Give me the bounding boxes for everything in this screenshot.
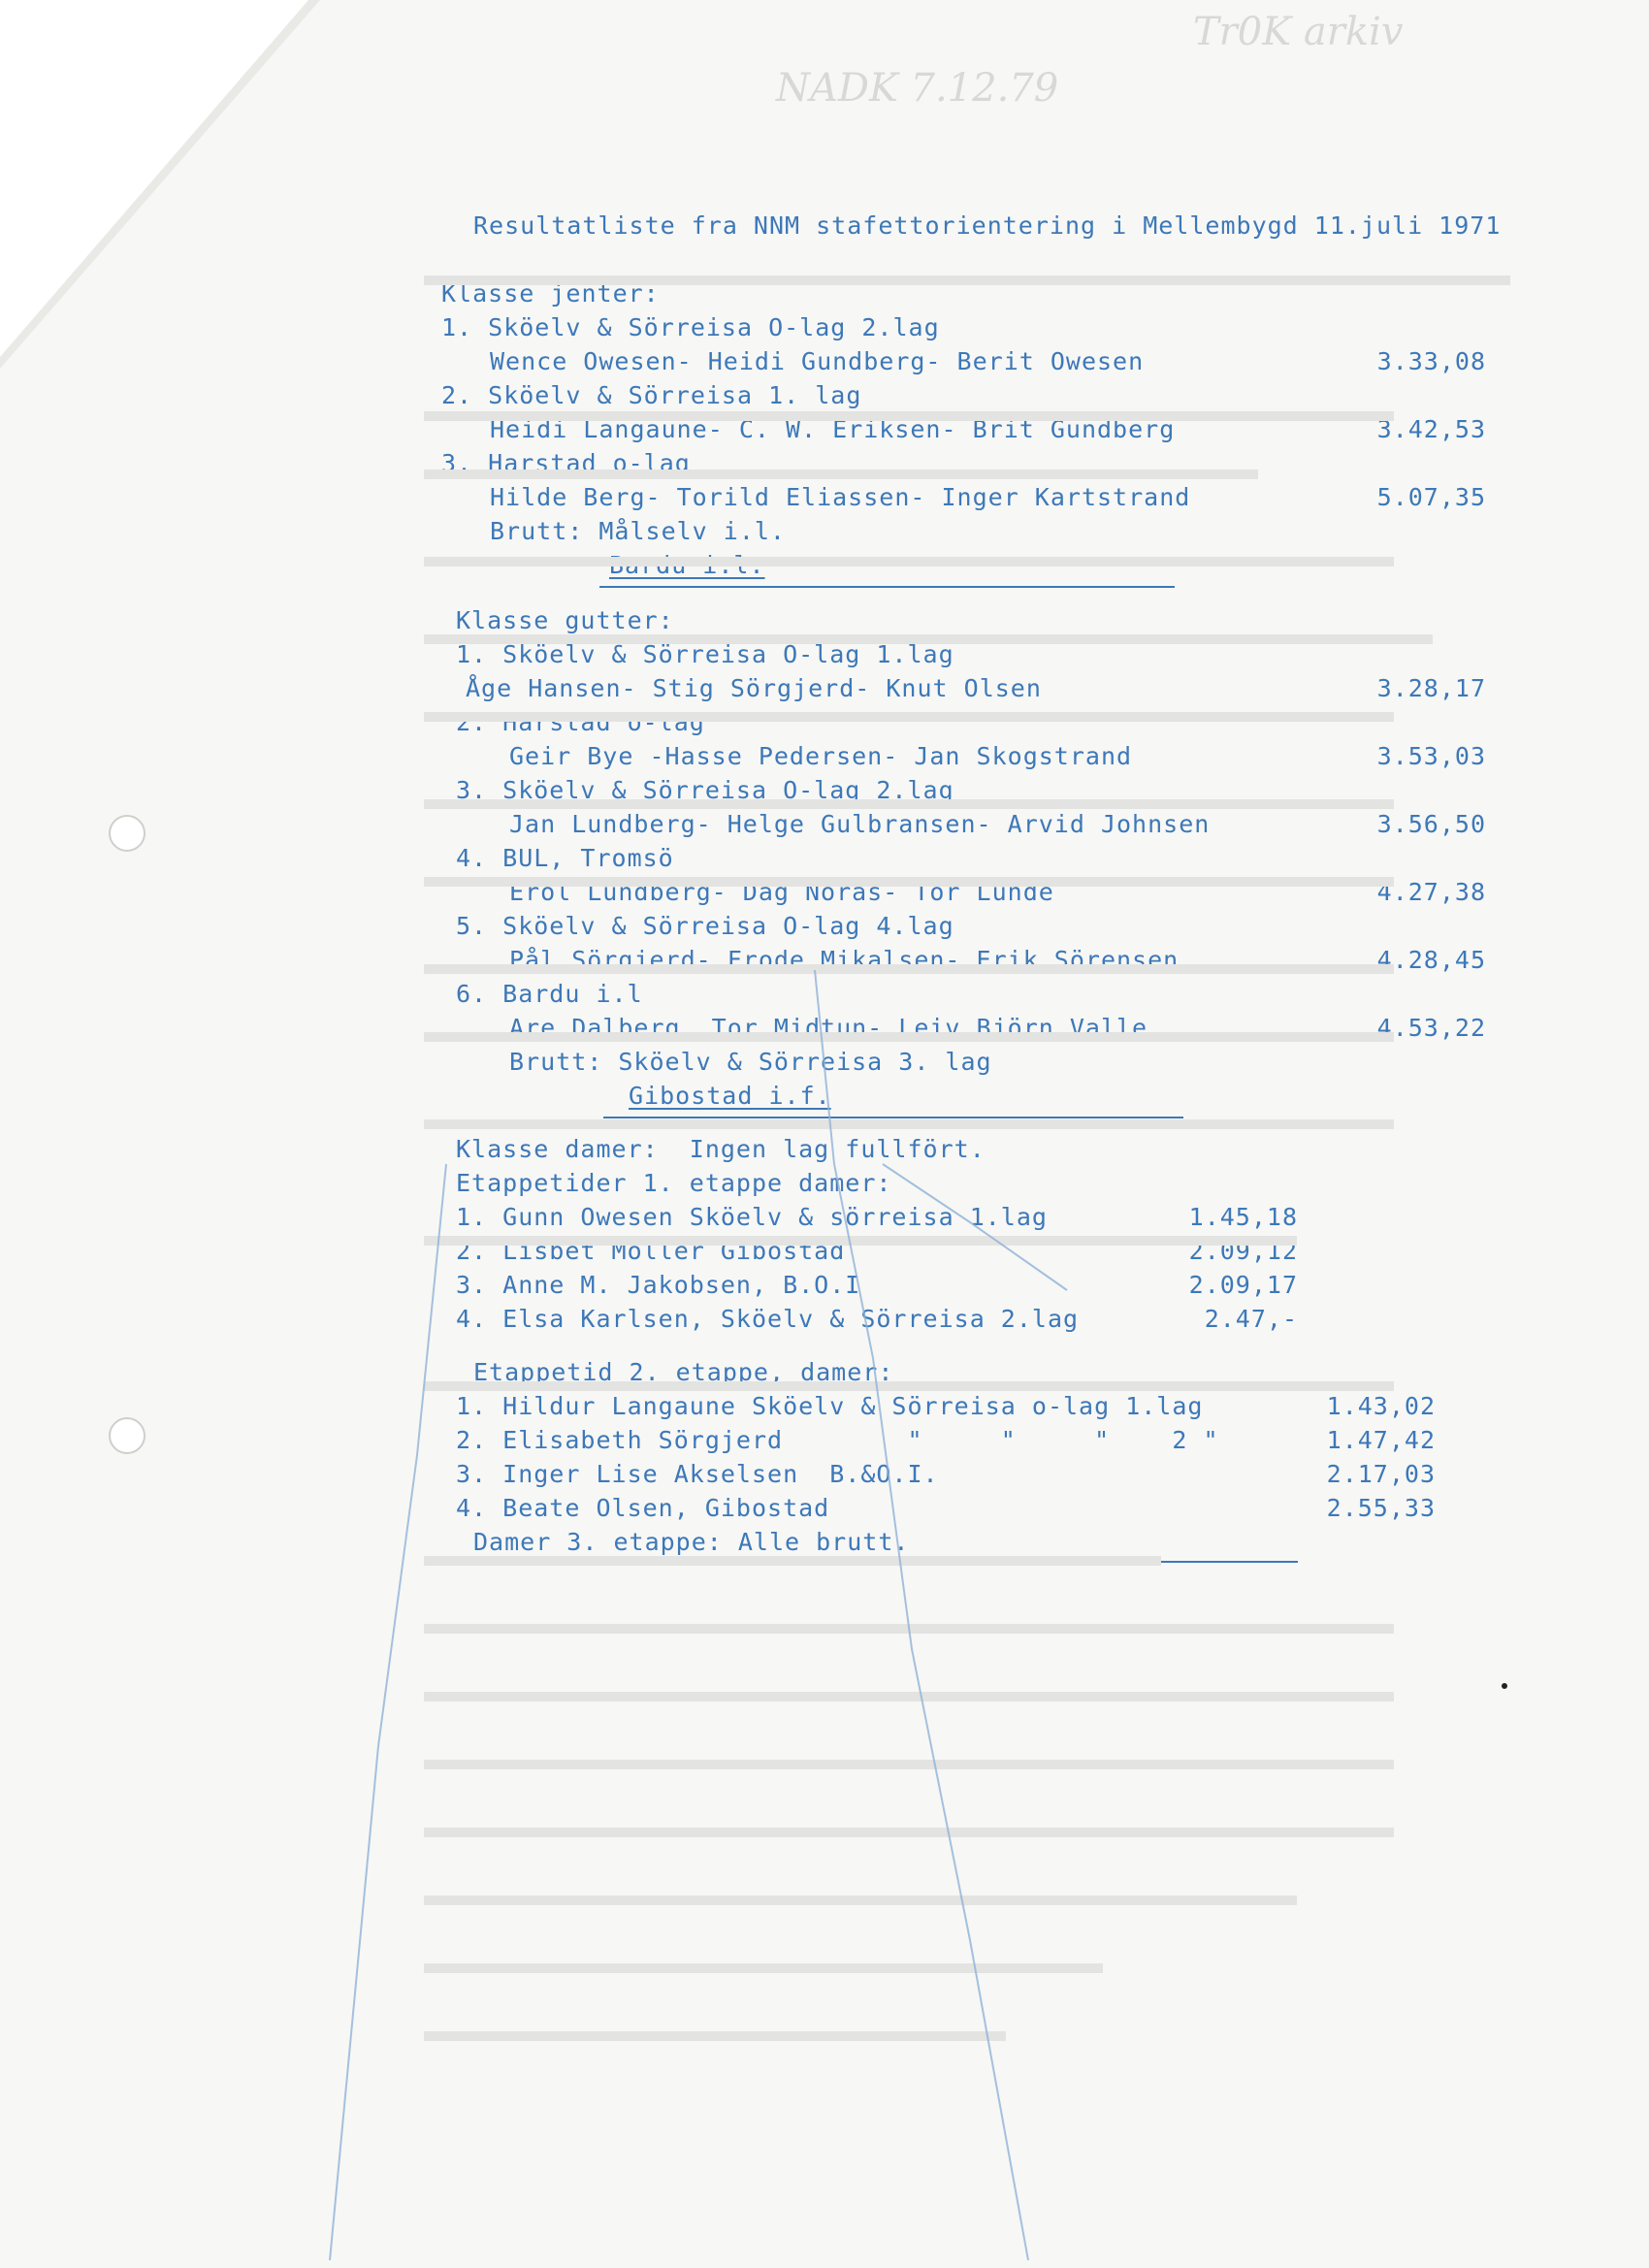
dnf-line: Bardu i.l. [609, 551, 765, 579]
punch-hole [109, 1417, 146, 1454]
runners-line: Jan Lundberg- Helge Gulbransen- Arvid Johnsen [509, 810, 1211, 838]
result-time: 3.53,03 [1376, 742, 1486, 770]
result-time: 4.53,22 [1376, 1014, 1486, 1042]
result-time: 3.33,08 [1376, 347, 1486, 375]
stage-time: 1.43,02 [1326, 1392, 1436, 1420]
team-line: 2. Harstad o-lag [456, 708, 705, 736]
result-time: 3.42,53 [1376, 415, 1486, 443]
team-line: 1. Sköelv & Sörreisa O-lag 2.lag [441, 313, 940, 341]
dnf-line: Brutt: Sköelv & Sörreisa 3. lag [509, 1048, 992, 1076]
result-time: 3.56,50 [1376, 810, 1486, 838]
stage-time: 2.09,17 [1188, 1271, 1298, 1299]
stage-line: 4. Beate Olsen, Gibostad [456, 1494, 830, 1522]
result-time: 5.07,35 [1376, 483, 1486, 511]
class-header-jenter: Klasse jenter: [441, 279, 660, 308]
stage-line: 2. Elisabeth Sörgjerd " " " 2 " [456, 1426, 1219, 1454]
pencil-note-archive: Tr0K arkiv [1193, 10, 1404, 54]
team-line: 2. Sköelv & Sörreisa 1. lag [441, 381, 862, 409]
stage-line: 1. Gunn Owesen Sköelv & sörreisa 1.lag [456, 1203, 1048, 1231]
team-line: 3. Sköelv & Sörreisa O-lag 2.lag [456, 776, 954, 804]
result-time: 4.27,38 [1376, 878, 1486, 906]
class-header-damer: Klasse damer: Ingen lag fullfört. [456, 1135, 986, 1163]
runners-line: Erol Lundberg- Dag Norås- Tor Lunde [509, 878, 1054, 906]
team-line: 3. Harstad o-lag [441, 449, 691, 477]
class-header-gutter: Klasse gutter: [456, 606, 674, 634]
runners-line: Geir Bye -Hasse Pedersen- Jan Skogstrand [509, 742, 1133, 770]
runners-line: Are Dalberg, Tor Midtun- Leiv Björn Valle [509, 1014, 1148, 1042]
stage-time: 1.45,18 [1188, 1203, 1298, 1231]
stage-time: 2.47,- [1204, 1305, 1298, 1333]
team-line: 1. Sköelv & Sörreisa O-lag 1.lag [456, 640, 954, 668]
stage-header: Etappetid 2. etappe, damer: [473, 1358, 894, 1386]
runners-line: Heidi Langaune- C. W. Eriksen- Brit Gundberg [490, 415, 1176, 443]
runners-line: Åge Hansen- Stig Sörgjerd- Knut Olsen [466, 674, 1042, 702]
stage-line: 4. Elsa Karlsen, Sköelv & Sörreisa 2.lag [456, 1305, 1080, 1333]
runners-line: Wence Owesen- Heidi Gundberg- Berit Owesen [490, 347, 1145, 375]
stage-line: 3. Inger Lise Akselsen B.&O.I. [456, 1460, 939, 1488]
result-time: 3.28,17 [1376, 674, 1486, 702]
stage-time: 2.09,12 [1188, 1237, 1298, 1265]
runners-line: Hilde Berg- Torild Eliassen- Inger Kartstrand [490, 483, 1191, 511]
dnf-line: Brutt: Målselv i.l. [490, 517, 786, 545]
team-line: 5. Sköelv & Sörreisa O-lag 4.lag [456, 912, 954, 940]
stage-line: 3. Anne M. Jakobsen, B.O.I [456, 1271, 861, 1299]
stage-time: 2.55,33 [1326, 1494, 1436, 1522]
ink-dot [1502, 1683, 1507, 1689]
pencil-note-stamp: NADK 7.12.79 [776, 66, 1059, 111]
stage-line: 2. Lisbet Möller Gibostad [456, 1237, 846, 1265]
stage-header: Etappetider 1. etappe damer: [456, 1169, 892, 1197]
team-line: 6. Bardu i.l [456, 980, 643, 1008]
runners-line: Pål Sörgjerd- Frode Mikalsen- Erik Sörensen [509, 946, 1180, 974]
result-time: 4.28,45 [1376, 946, 1486, 974]
stage-line: Damer 3. etappe: Alle brutt. [473, 1528, 910, 1556]
page-title: Resultatliste fra NNM stafettorientering i Mellembygd 11.juli 1971 [473, 211, 1502, 240]
ink-smudge-trail [291, 970, 1261, 2260]
dnf-line: Gibostad i.f. [629, 1082, 831, 1110]
stage-time: 2.17,03 [1326, 1460, 1436, 1488]
stage-line: 1. Hildur Langaune Sköelv & Sörreisa o-lag 1.lag [456, 1392, 1204, 1420]
team-line: 4. BUL, Tromsö [456, 844, 674, 872]
stage-time: 1.47,42 [1326, 1426, 1436, 1454]
punch-hole [109, 815, 146, 852]
